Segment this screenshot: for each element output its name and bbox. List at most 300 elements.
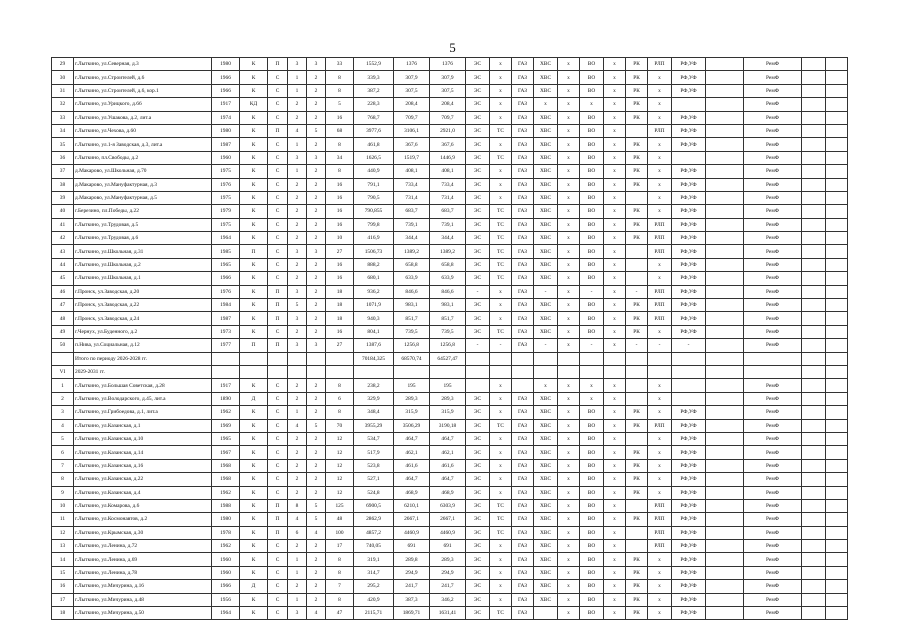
table-cell: 1 <box>288 553 307 566</box>
table-cell: С <box>268 446 288 459</box>
table-cell: 241,7 <box>430 580 466 593</box>
table-cell: 851,7 <box>430 312 466 325</box>
table-cell: 12 <box>52 526 74 539</box>
table-cell: ГАЗ <box>512 299 534 312</box>
table-cell: ХВС <box>534 513 558 526</box>
table-cell: К <box>240 151 268 164</box>
table-cell: ХВС <box>534 580 558 593</box>
table-cell: РемФ <box>744 339 802 352</box>
table-cell: ВО <box>580 432 604 445</box>
table-row <box>52 285 848 298</box>
table-cell: ВО <box>580 84 604 97</box>
table-cell <box>826 151 848 164</box>
table-cell: 2 <box>307 111 326 124</box>
table-cell: 2 <box>307 272 326 285</box>
table-row <box>52 392 848 405</box>
table-cell: 2 <box>288 459 307 472</box>
table-cell: 49 <box>52 325 74 338</box>
table-cell <box>826 406 848 419</box>
table-cell: 307,5 <box>430 84 466 97</box>
table-cell <box>706 84 744 97</box>
table-cell: 30 <box>52 71 74 84</box>
table-cell <box>626 352 648 365</box>
table-cell <box>512 379 534 392</box>
table-cell <box>826 486 848 499</box>
table-cell: 461,6 <box>394 459 430 472</box>
table-cell: х <box>648 258 672 271</box>
table-cell: РК <box>626 553 648 566</box>
table-cell: РЛП <box>648 540 672 553</box>
table-cell <box>802 379 826 392</box>
table-cell: 2 <box>288 272 307 285</box>
table-cell: РемФ <box>744 111 802 124</box>
table-cell <box>626 365 648 378</box>
table-cell: х <box>648 392 672 405</box>
table-cell: 12 <box>326 486 354 499</box>
table-cell: 16 <box>326 218 354 231</box>
table-cell: 27 <box>326 245 354 258</box>
table-cell <box>802 84 826 97</box>
table-cell: х <box>648 205 672 218</box>
table-cell: РФ,УФ <box>672 258 706 271</box>
table-cell: К <box>240 553 268 566</box>
table-cell <box>512 365 534 378</box>
table-cell: х <box>604 379 626 392</box>
table-cell: РемФ <box>744 272 802 285</box>
table-cell: х <box>604 499 626 512</box>
table-cell: РемФ <box>744 499 802 512</box>
table-cell: ВО <box>580 419 604 432</box>
table-cell: 709,7 <box>430 111 466 124</box>
table-cell: РК <box>626 111 648 124</box>
table-cell: РемФ <box>744 178 802 191</box>
table-cell: ХВС <box>534 138 558 151</box>
table-cell: ЭС <box>466 218 490 231</box>
table-cell: г.Лыткино, ул.Мичурина, д.16 <box>74 580 212 593</box>
table-cell: РемФ <box>744 205 802 218</box>
table-cell: РФ,УФ <box>672 526 706 539</box>
table-cell: 1976 <box>212 178 240 191</box>
table-cell: 2 <box>307 406 326 419</box>
table-cell <box>604 365 626 378</box>
table-cell: 1979 <box>212 205 240 218</box>
table-cell: 691 <box>394 540 430 553</box>
table-cell: РФ,УФ <box>672 446 706 459</box>
table-cell: ВО <box>580 232 604 245</box>
table-cell: РФ,УФ <box>672 218 706 231</box>
table-cell: 1256,8 <box>394 339 430 352</box>
table-cell <box>706 580 744 593</box>
table-cell: х <box>604 111 626 124</box>
table-cell: ХВС <box>534 406 558 419</box>
table-cell: 2 <box>307 486 326 499</box>
table-cell: 3190,18 <box>430 419 466 432</box>
table-cell: ГАЗ <box>512 111 534 124</box>
table-row <box>52 218 848 231</box>
table-cell: 46 <box>52 285 74 298</box>
table-cell: 739,5 <box>394 325 430 338</box>
table-cell: х <box>648 580 672 593</box>
table-cell: К <box>240 486 268 499</box>
table-cell: К <box>240 607 268 620</box>
table-cell <box>706 499 744 512</box>
table-cell: 42 <box>52 232 74 245</box>
table-cell <box>826 580 848 593</box>
table-cell: 2 <box>288 218 307 231</box>
table-cell: ХВС <box>534 540 558 553</box>
table-cell: РФ,УФ <box>672 245 706 258</box>
table-cell: 307,5 <box>394 84 430 97</box>
table-cell <box>826 607 848 620</box>
table-cell: РФ,УФ <box>672 593 706 606</box>
table-cell: х <box>604 165 626 178</box>
table-cell: 2667,1 <box>430 513 466 526</box>
table-cell: г.Лыткино, ул.Школьная, д.2 <box>74 258 212 271</box>
table-cell: С <box>268 419 288 432</box>
table-cell: 2 <box>307 165 326 178</box>
table-cell: 1987 <box>212 312 240 325</box>
table-cell: х <box>558 218 580 231</box>
table-cell <box>826 232 848 245</box>
table-cell <box>626 392 648 405</box>
table-cell: ЭС <box>466 124 490 137</box>
table-cell: 709,7 <box>394 111 430 124</box>
table-cell: 17 <box>52 593 74 606</box>
table-cell: ТС <box>490 499 512 512</box>
table-cell: 307,9 <box>394 71 430 84</box>
table-cell: 29 <box>52 58 74 71</box>
table-cell <box>826 299 848 312</box>
table-cell: ГАЗ <box>512 165 534 178</box>
table-cell: ХВС <box>534 459 558 472</box>
table-cell: х <box>490 406 512 419</box>
table-cell: 1962 <box>212 406 240 419</box>
table-cell: К <box>240 58 268 71</box>
table-cell <box>826 513 848 526</box>
table-cell: 1965 <box>212 432 240 445</box>
table-cell: ГАЗ <box>512 312 534 325</box>
table-cell <box>212 352 240 365</box>
table-cell: 2 <box>288 325 307 338</box>
table-cell <box>802 540 826 553</box>
table-cell: х <box>580 392 604 405</box>
table-cell: ВО <box>580 446 604 459</box>
table-cell: 2 <box>307 138 326 151</box>
table-cell: 8 <box>288 499 307 512</box>
table-cell: ГАЗ <box>512 218 534 231</box>
table-cell: х <box>490 459 512 472</box>
table-cell <box>706 365 744 378</box>
table-cell: 464,7 <box>430 432 466 445</box>
table-cell <box>802 499 826 512</box>
table-cell: РемФ <box>744 71 802 84</box>
table-cell: РК <box>626 178 648 191</box>
table-cell: х <box>490 392 512 405</box>
table-cell: С <box>268 379 288 392</box>
table-row <box>52 299 848 312</box>
table-cell: 8 <box>326 406 354 419</box>
table-cell: г.Лыткино, ул.Казанская, д.1 <box>74 419 212 432</box>
table-cell: С <box>268 607 288 620</box>
table-cell: 888,2 <box>354 258 394 271</box>
table-cell <box>672 98 706 111</box>
table-cell: х <box>558 165 580 178</box>
table-cell: - <box>626 285 648 298</box>
table-cell: ВО <box>580 459 604 472</box>
table-cell: 27 <box>326 339 354 352</box>
table-cell: 289,3 <box>394 392 430 405</box>
table-cell: К <box>240 379 268 392</box>
table-cell: 3 <box>307 339 326 352</box>
table-row <box>52 486 848 499</box>
table-cell: 2 <box>288 379 307 392</box>
table-cell <box>826 58 848 71</box>
table-row <box>52 352 848 365</box>
table-cell <box>326 365 354 378</box>
table-cell: К <box>240 459 268 472</box>
table-cell: 2 <box>288 178 307 191</box>
table-row <box>52 58 848 71</box>
table-cell: РФ,УФ <box>672 486 706 499</box>
table-cell: 4460,9 <box>430 526 466 539</box>
table-cell: ЭС <box>466 486 490 499</box>
table-cell: 2 <box>307 258 326 271</box>
table-cell: 5 <box>307 124 326 137</box>
table-cell: ЭС <box>466 245 490 258</box>
table-cell: ЭС <box>466 232 490 245</box>
table-cell: С <box>268 98 288 111</box>
table-cell: С <box>268 272 288 285</box>
table-cell: 348,4 <box>354 406 394 419</box>
table-cell: 314,7 <box>354 566 394 579</box>
table-cell: 2 <box>288 191 307 204</box>
table-cell: 4 <box>307 607 326 620</box>
table-cell: х <box>604 593 626 606</box>
table-cell: 3 <box>288 245 307 258</box>
table-cell: - <box>672 339 706 352</box>
table-cell: х <box>604 566 626 579</box>
table-cell: РФ,УФ <box>672 84 706 97</box>
table-cell: РемФ <box>744 446 802 459</box>
table-cell <box>626 540 648 553</box>
table-cell: ГАЗ <box>512 566 534 579</box>
table-cell: ТС <box>490 232 512 245</box>
table-cell: х <box>604 312 626 325</box>
table-cell: 33 <box>326 58 354 71</box>
table-cell: 294,9 <box>430 566 466 579</box>
table-cell: РФ,УФ <box>672 473 706 486</box>
table-cell: г.Лыткино, ул.Казанская, д.14 <box>74 446 212 459</box>
table-cell: ГАЗ <box>512 473 534 486</box>
table-cell: 2 <box>307 84 326 97</box>
table-cell: х <box>558 84 580 97</box>
table-cell: С <box>268 232 288 245</box>
table-cell: РемФ <box>744 566 802 579</box>
table-cell <box>706 111 744 124</box>
table-cell <box>672 365 706 378</box>
table-cell: х <box>648 432 672 445</box>
table-cell: РЛП <box>648 218 672 231</box>
table-cell <box>826 165 848 178</box>
table-row <box>52 232 848 245</box>
table-cell: д.Макарово, ул.Мануфактурная, д.3 <box>74 178 212 191</box>
table-cell: 1967 <box>212 446 240 459</box>
table-cell: РЛП <box>648 299 672 312</box>
table-cell: х <box>534 379 558 392</box>
table-cell: ЭС <box>466 406 490 419</box>
table-cell: х <box>648 486 672 499</box>
table-cell: х <box>558 486 580 499</box>
table-cell: П <box>268 58 288 71</box>
table-cell: 523,8 <box>354 459 394 472</box>
table-cell: х <box>558 232 580 245</box>
table-cell <box>826 473 848 486</box>
table-cell: 8 <box>52 473 74 486</box>
table-cell: 1 <box>288 138 307 151</box>
table-cell: К <box>240 419 268 432</box>
table-cell: 2 <box>307 218 326 231</box>
table-cell <box>826 98 848 111</box>
table-cell: х <box>604 325 626 338</box>
table-cell: ВО <box>580 111 604 124</box>
table-cell: ГАЗ <box>512 98 534 111</box>
table-cell: С <box>268 540 288 553</box>
table-cell: РФ,УФ <box>672 191 706 204</box>
table-cell: х <box>558 124 580 137</box>
table-row <box>52 312 848 325</box>
table-cell: ГАЗ <box>512 486 534 499</box>
table-cell: ХВС <box>534 473 558 486</box>
table-cell: ТС <box>490 513 512 526</box>
table-cell: 2 <box>288 232 307 245</box>
table-cell: 2862,9 <box>354 513 394 526</box>
table-cell: РемФ <box>744 325 802 338</box>
table-cell: 1389,2 <box>394 245 430 258</box>
table-cell: 18 <box>326 299 354 312</box>
table-cell: х <box>490 553 512 566</box>
table-cell: х <box>490 84 512 97</box>
table-cell <box>466 352 490 365</box>
table-cell: ЭС <box>466 526 490 539</box>
table-cell: 16 <box>326 325 354 338</box>
table-row <box>52 124 848 137</box>
table-cell: г.Лыткино, ул.Северная, д.3 <box>74 58 212 71</box>
table-cell: РЛП <box>648 513 672 526</box>
table-cell: 12 <box>326 459 354 472</box>
table-cell: К <box>240 432 268 445</box>
table-cell: х <box>604 432 626 445</box>
table-cell <box>580 352 604 365</box>
table-cell: х <box>558 473 580 486</box>
table-cell: х <box>558 178 580 191</box>
table-cell: 7 <box>52 459 74 472</box>
table-cell: 16 <box>326 178 354 191</box>
table-cell: х <box>558 446 580 459</box>
table-cell <box>826 419 848 432</box>
table-cell <box>706 593 744 606</box>
table-cell: ХВС <box>534 499 558 512</box>
table-row <box>52 526 848 539</box>
table-row <box>52 365 848 378</box>
table-cell <box>826 392 848 405</box>
table-cell: РЛП <box>648 58 672 71</box>
table-cell: РФ,УФ <box>672 165 706 178</box>
table-cell: 2 <box>307 98 326 111</box>
table-cell <box>826 499 848 512</box>
table-row <box>52 566 848 579</box>
table-cell: 2 <box>288 258 307 271</box>
table-cell <box>706 272 744 285</box>
table-row <box>52 553 848 566</box>
table-cell <box>672 379 706 392</box>
table-cell <box>826 459 848 472</box>
table-cell: ХВС <box>534 486 558 499</box>
table-cell: 2 <box>307 473 326 486</box>
table-cell <box>288 365 307 378</box>
table-cell: х <box>604 245 626 258</box>
table-cell: 2 <box>307 232 326 245</box>
table-cell: ЭС <box>466 392 490 405</box>
table-cell: 2 <box>288 111 307 124</box>
table-cell: х <box>490 111 512 124</box>
table-cell: 16 <box>326 258 354 271</box>
table-cell: ЭС <box>466 205 490 218</box>
table-cell <box>802 245 826 258</box>
table-cell <box>802 218 826 231</box>
table-cell <box>802 151 826 164</box>
table-cell: х <box>534 98 558 111</box>
table-cell: С <box>268 111 288 124</box>
table-cell: 315,9 <box>394 406 430 419</box>
table-cell: х <box>604 446 626 459</box>
table-cell: ХВС <box>534 553 558 566</box>
table-cell <box>706 98 744 111</box>
table-cell: 3 <box>288 285 307 298</box>
table-cell: ТС <box>490 124 512 137</box>
table-cell <box>490 352 512 365</box>
table-cell: ВО <box>580 593 604 606</box>
table-cell: х <box>490 98 512 111</box>
table-cell: х <box>558 111 580 124</box>
table-cell: х <box>604 299 626 312</box>
table-cell <box>534 607 558 620</box>
table-cell: ТС <box>490 151 512 164</box>
table-cell: х <box>648 98 672 111</box>
table-cell: К <box>240 312 268 325</box>
table-cell <box>802 124 826 137</box>
table-row <box>52 339 848 352</box>
table-cell: 44 <box>52 258 74 271</box>
table-cell: 289,3 <box>430 392 466 405</box>
table-cell: ВО <box>580 312 604 325</box>
table-row <box>52 473 848 486</box>
table-cell: 983,1 <box>394 299 430 312</box>
table-cell: х <box>648 446 672 459</box>
table-cell <box>672 151 706 164</box>
table-cell: РемФ <box>744 218 802 231</box>
table-cell: 6 <box>288 526 307 539</box>
table-cell: РЛП <box>648 312 672 325</box>
table-cell: 683,7 <box>430 205 466 218</box>
table-cell <box>826 205 848 218</box>
table-cell: 1980 <box>212 513 240 526</box>
table-cell <box>826 446 848 459</box>
table-cell: 1973 <box>212 325 240 338</box>
table-cell: ГАЗ <box>512 151 534 164</box>
table-cell <box>826 312 848 325</box>
table-cell: ЭС <box>466 272 490 285</box>
table-cell <box>802 178 826 191</box>
